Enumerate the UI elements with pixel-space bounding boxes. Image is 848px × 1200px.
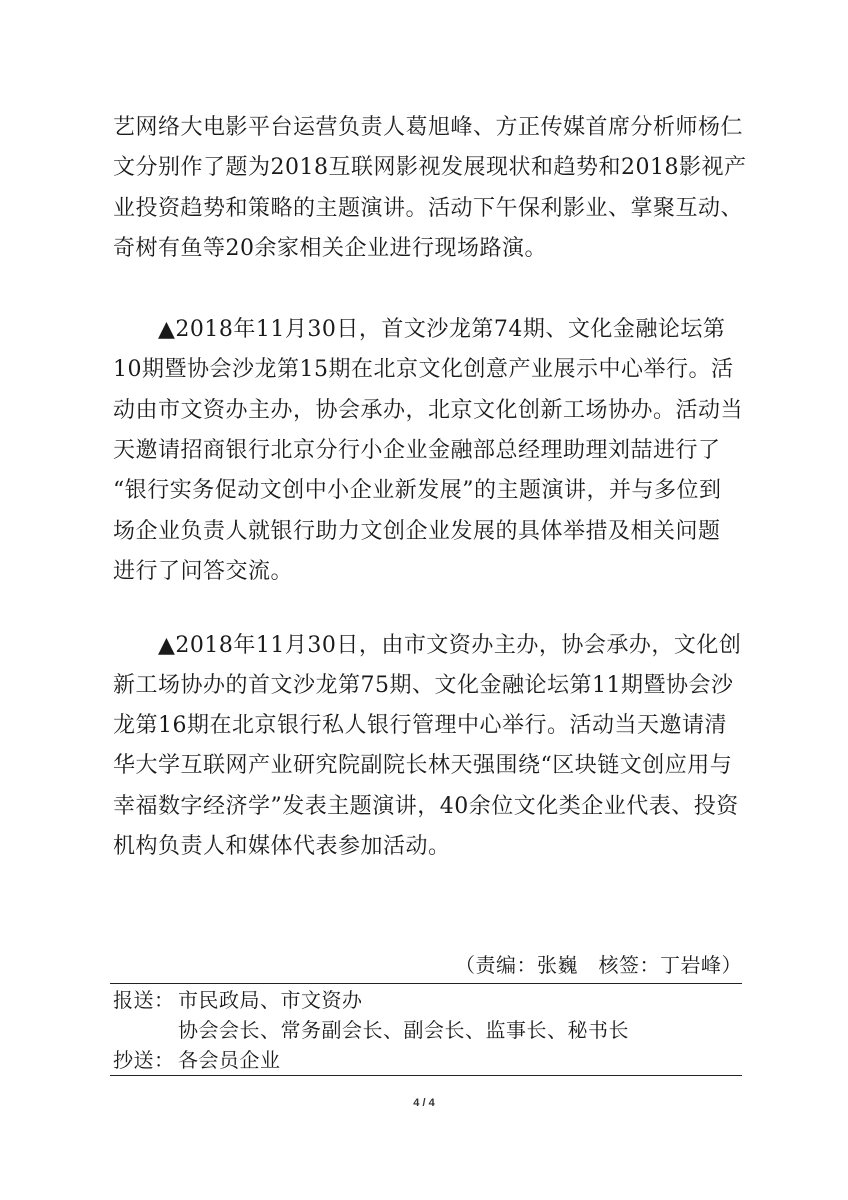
paragraph-1-line: 业投资趋势和策略的主题演讲。活动下午保利影业、掌聚互动、 xyxy=(113,196,744,221)
page-number: 4 / 4 xyxy=(413,1097,435,1109)
paragraph-2-line: ▲2018年11月30日，首文沙龙第74期、文化金融论坛第 xyxy=(158,317,726,342)
copy-recipients: 各会员企业 xyxy=(178,1048,281,1072)
divider-bottom xyxy=(110,1075,742,1076)
copy-label: 抄送： xyxy=(113,1048,175,1072)
paragraph-2-line: “银行实务促动文创中小企业新发展”的主题演讲，并与多位到 xyxy=(113,478,722,503)
paragraph-3-line: 幸福数字经济学”发表主题演讲，40余位文化类企业代表、投资 xyxy=(113,794,739,819)
divider-top xyxy=(110,983,742,984)
report-recipients-line-1: 市民政局、市文资办 xyxy=(178,988,363,1012)
editor-credit: （责编：张巍 核签：丁岩峰） xyxy=(455,953,742,977)
paragraph-2-line: 进行了问答交流。 xyxy=(113,559,294,584)
paragraph-3-line: 龙第16期在北京银行私人银行管理中心举行。活动当天邀请清 xyxy=(113,713,727,738)
paragraph-2-line: 天邀请招商银行北京分行小企业金融部总经理助理刘喆进行了 xyxy=(113,438,721,463)
report-recipients-line-2: 协会会长、常务副会长、副会长、监事长、秘书长 xyxy=(178,1018,629,1042)
report-label: 报送： xyxy=(113,988,175,1012)
paragraph-3-line: 机构负责人和媒体代表参加活动。 xyxy=(113,834,451,859)
paragraph-2-line: 动由市文资办主办，协会承办，北京文化创新工场协办。活动当 xyxy=(113,398,744,423)
paragraph-3-line: 新工场协办的首文沙龙第75期、文化金融论坛第11期暨协会沙 xyxy=(113,673,734,698)
paragraph-3-line: 华大学互联网产业研究院副院长林天强围绕“区块链文创应用与 xyxy=(113,753,733,778)
paragraph-3-line: ▲2018年11月30日，由市文资办主办，协会承办，文化创 xyxy=(158,633,742,658)
paragraph-1-line: 文分别作了题为2018互联网影视发展现状和趋势和2018影视产 xyxy=(113,155,747,180)
paragraph-1-line: 艺网络大电影平台运营负责人葛旭峰、方正传媒首席分析师杨仁 xyxy=(113,115,744,140)
paragraph-2-line: 10期暨协会沙龙第15期在北京文化创意产业展示中心举行。活 xyxy=(113,357,734,382)
paragraph-2-line: 场企业负责人就银行助力文创企业发展的具体举措及相关问题 xyxy=(113,519,721,544)
paragraph-1-line: 奇树有鱼等20余家相关企业进行现场路演。 xyxy=(113,236,547,261)
